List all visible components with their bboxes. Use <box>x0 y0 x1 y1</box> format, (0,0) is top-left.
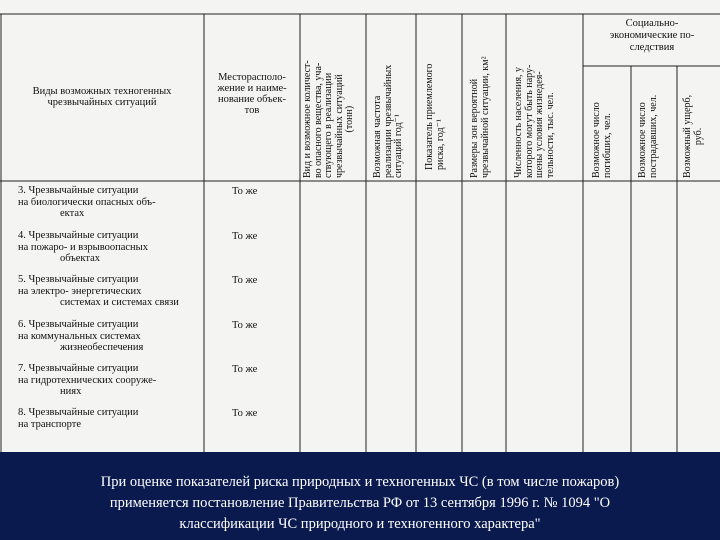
header-zones: Размеры зон вероятной чрезвычайной ситуации, км² <box>469 56 491 178</box>
header-damage: Возможный ущерб, руб. <box>682 94 704 178</box>
slide-caption: При оценке показателей риска природных и техногенных ЧС (в том числе пожаров) применяется постановление Правительства РФ от 13 сентября 1996 г. № 1094 "О классификации ЧС природного и техногенного характера" <box>100 474 620 532</box>
table-row: 4. Чрезвычайные ситуации на пожаро- и взрывоопасных объектах <box>18 230 148 264</box>
header-substance: Вид и возможное количест- во опасного вещества, уча- ствующего в реализации чрезвычайных ситуаций (тонн) <box>302 60 355 178</box>
table-row: 5. Чрезвычайные ситуации на электро- энергетических системах и системах связи <box>18 274 179 308</box>
row-location: То же <box>232 364 258 375</box>
row-location: То же <box>232 186 258 197</box>
header-types: Виды возможных техногенных чрезвычайных ситуаций <box>32 86 172 108</box>
row-location: То же <box>232 231 258 242</box>
header-frequency: Возможная частота реализации чрезвычайных ситуаций год⁻¹ <box>372 64 404 178</box>
table-row: 3. Чрезвычайные ситуации на биологически опасных объ- ектах <box>18 185 156 219</box>
row-location: То же <box>232 320 258 331</box>
header-risk: Показатель приемлемого риска, год⁻¹ <box>424 63 446 170</box>
row-location: То же <box>232 408 258 419</box>
row-location: То же <box>232 275 258 286</box>
header-dead: Возможное число погибших, чел. <box>591 102 613 178</box>
header-socioeconomic: Социально- экономические по- следствия <box>609 18 695 53</box>
table-row: 7. Чрезвычайные ситуации на гидротехнических сооруже- ниях <box>18 363 157 397</box>
header-population: Численность населения, у которого могут быть нару- шены условия жизнедея- тельности, тыс. чел. <box>513 64 556 178</box>
table-row: 6. Чрезвычайные ситуации на коммунальных системах жизнеобеспечения <box>18 319 144 353</box>
table-row: 8. Чрезвычайные ситуации на транспорте <box>18 407 139 430</box>
header-location: Месторасполо- жение и наиме- нование объек- тов <box>217 72 287 116</box>
header-injured: Возможное число пострадавших, чел. <box>637 94 659 178</box>
